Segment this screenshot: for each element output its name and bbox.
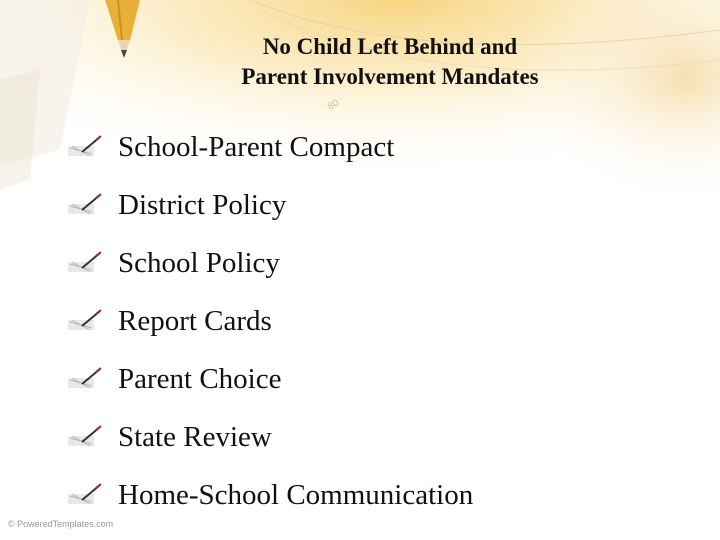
list-item xyxy=(66,466,473,524)
bullet-text: Parent Choice xyxy=(118,362,282,395)
bullet-text: State Review xyxy=(118,420,272,453)
list-item xyxy=(66,408,473,466)
pencil-sketch-icon xyxy=(66,250,104,276)
pencil-sketch-icon xyxy=(66,192,104,218)
pencil-sketch-icon xyxy=(66,366,104,392)
slide-title xyxy=(130,32,650,92)
bullet-text: Report Cards xyxy=(118,304,272,337)
list-item xyxy=(66,234,473,292)
bullet-list xyxy=(66,118,473,524)
list-item xyxy=(66,176,473,234)
slide-title-line: No Child Left Behind and xyxy=(262,34,518,59)
list-item xyxy=(66,118,473,176)
bullet-text: School-Parent Compact xyxy=(118,130,395,163)
svg-text:80: 80 xyxy=(326,97,342,113)
bullet-text: District Policy xyxy=(118,188,287,221)
template-credit: © PoweredTemplates.com xyxy=(8,519,114,529)
list-item xyxy=(66,350,473,408)
bullet-text: Home-School Communication xyxy=(118,478,474,511)
list-item xyxy=(66,292,473,350)
pencil-sketch-icon xyxy=(66,482,104,508)
bullet-text: School Policy xyxy=(118,246,280,279)
slide-title-line: Parent Involvement Mandates xyxy=(241,64,539,89)
pencil-sketch-icon xyxy=(66,134,104,160)
pencil-sketch-icon xyxy=(66,308,104,334)
pencil-sketch-icon xyxy=(66,424,104,450)
